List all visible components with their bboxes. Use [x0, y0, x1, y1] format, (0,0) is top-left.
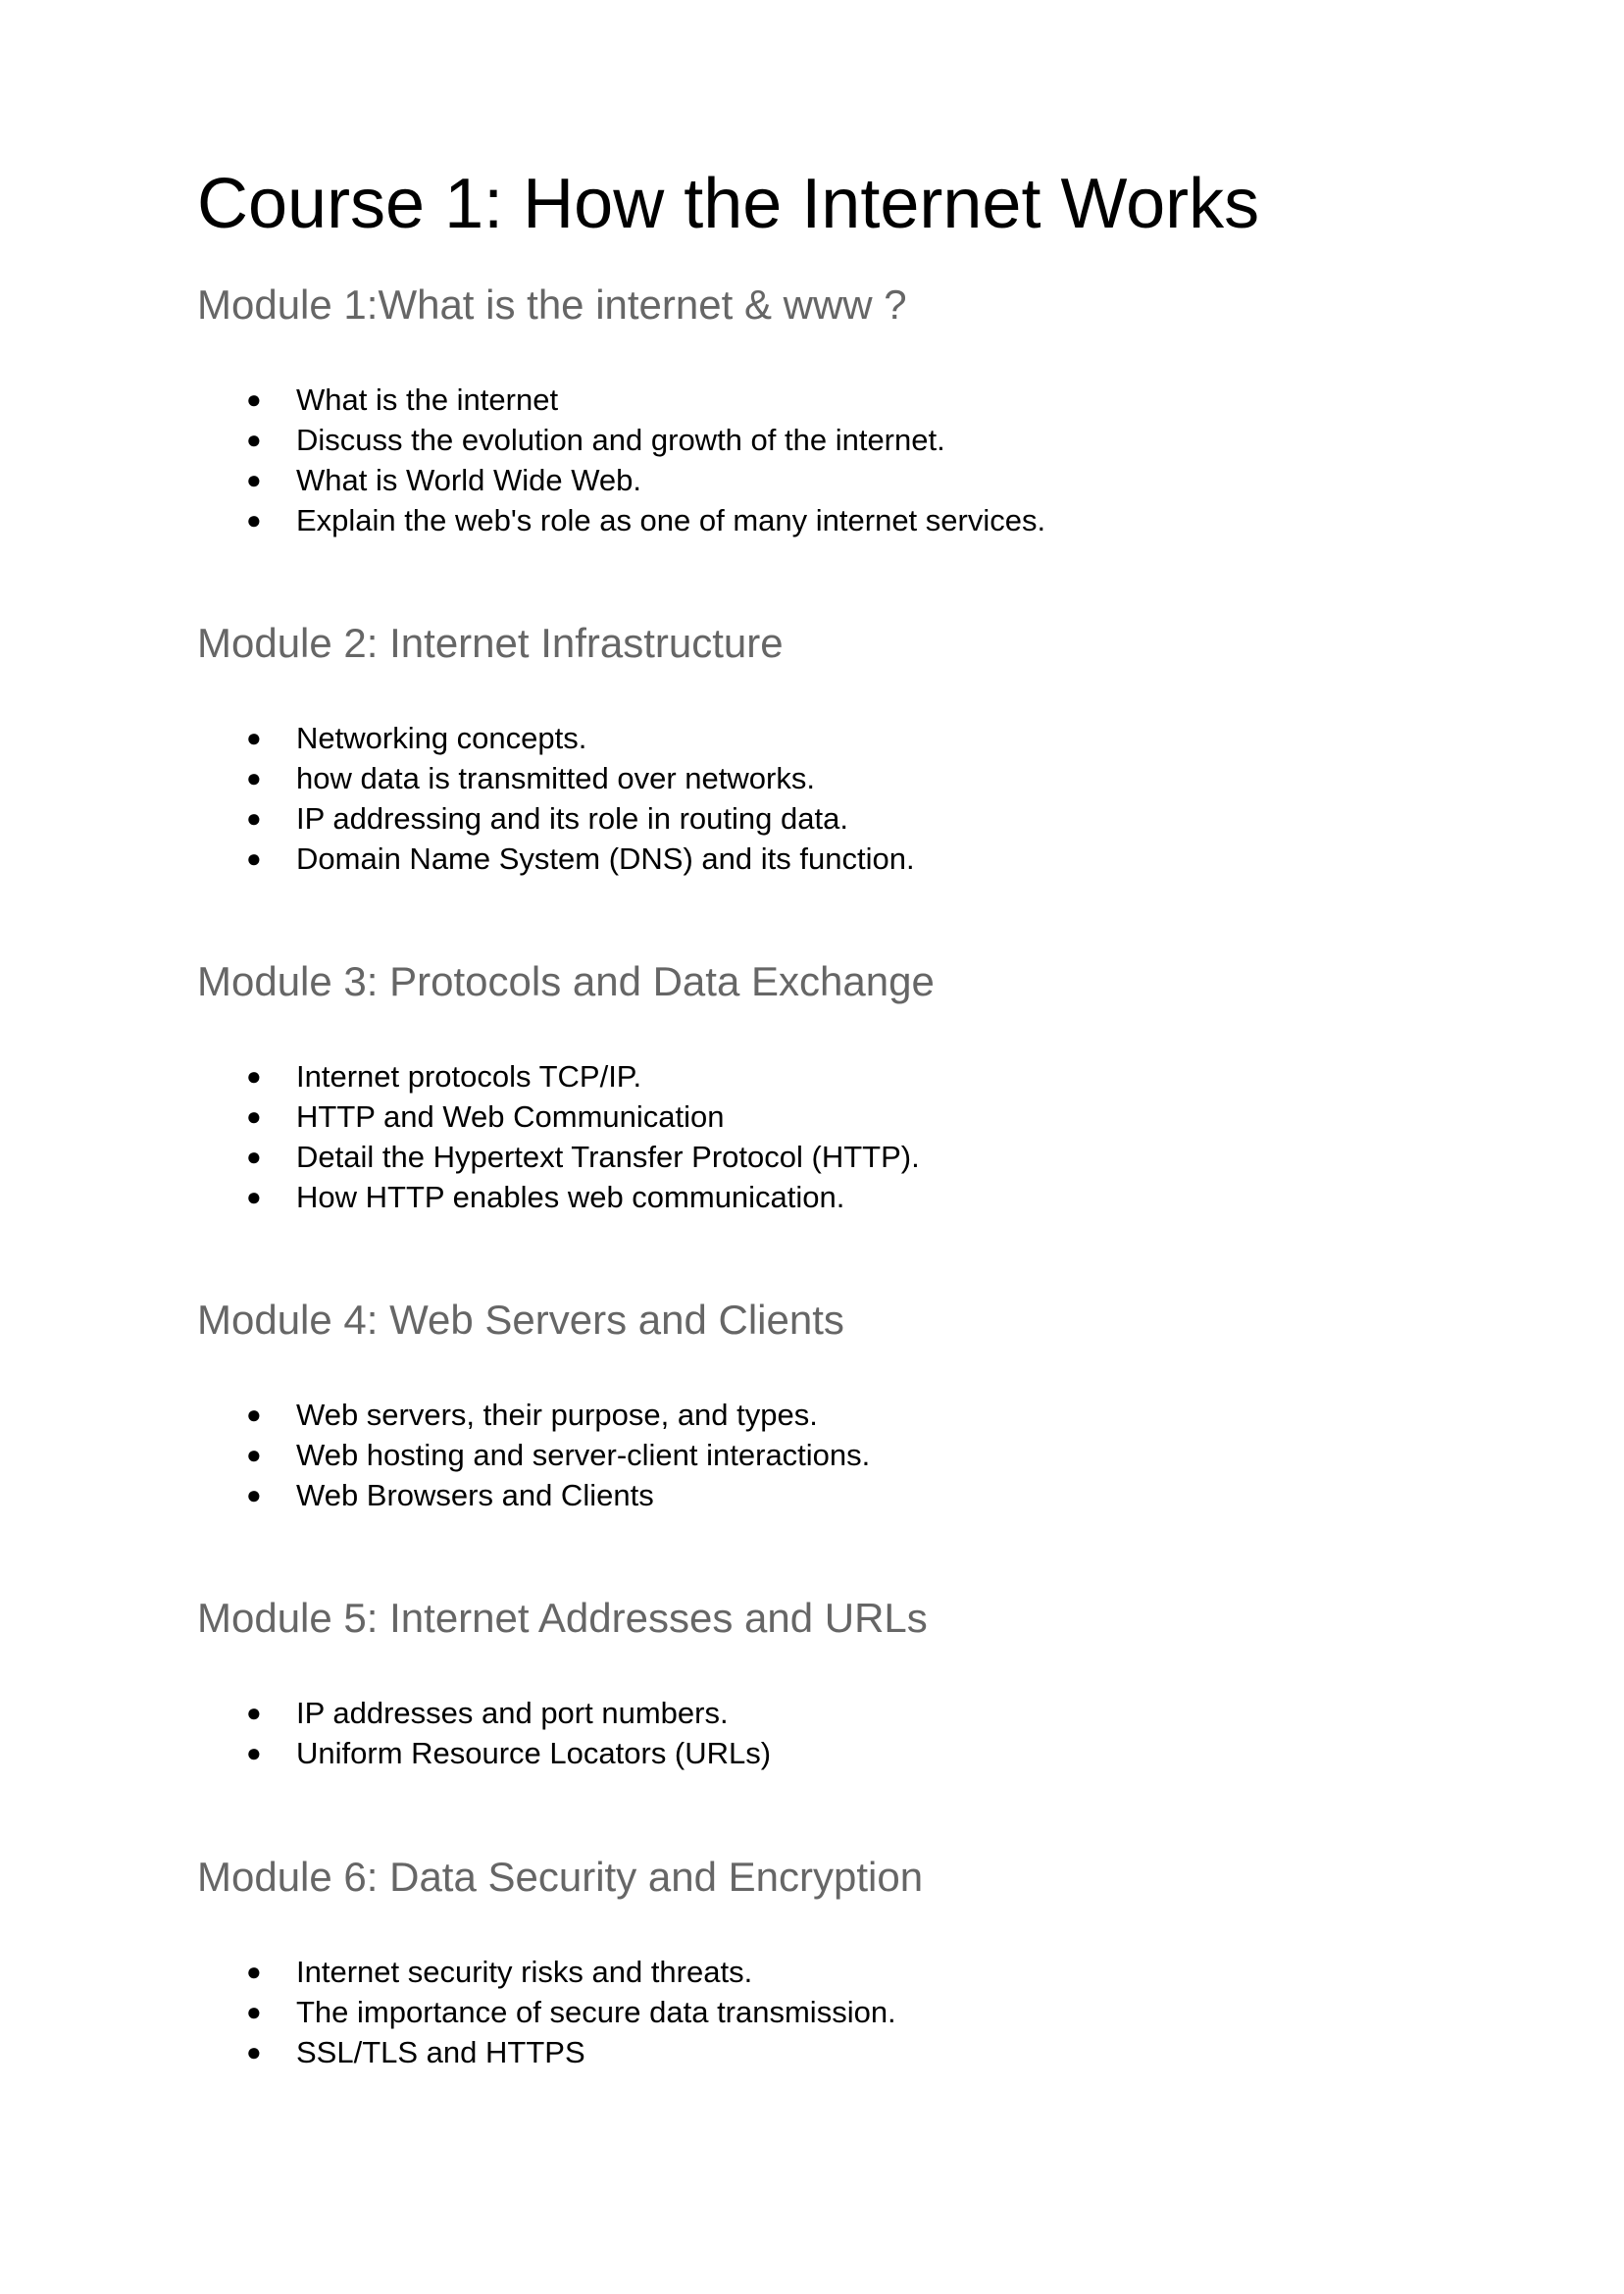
module-5-section	[197, 1595, 1423, 1773]
module-2-section	[197, 620, 1423, 879]
bullet-icon: ●	[246, 384, 262, 415]
bullet-icon: ●	[246, 763, 262, 793]
bullet-icon: ●	[246, 803, 262, 834]
list-item-text: how data is transmitted over networks.	[296, 761, 815, 796]
list-item	[197, 420, 1423, 460]
list-item	[197, 460, 1423, 500]
list-item	[197, 758, 1423, 798]
module-3-list	[197, 1056, 1423, 1217]
list-item	[197, 1693, 1423, 1733]
list-item-text: Internet security risks and threats.	[296, 1955, 753, 1990]
list-item	[197, 1177, 1423, 1217]
bullet-icon: ●	[246, 1400, 262, 1430]
module-1-section	[197, 281, 1423, 540]
bullet-icon: ●	[246, 425, 262, 455]
module-1-list	[197, 380, 1423, 540]
list-item	[197, 1733, 1423, 1773]
bullet-icon: ●	[246, 1698, 262, 1728]
module-3-section	[197, 958, 1423, 1217]
bullet-icon: ●	[246, 843, 262, 874]
module-2-list	[197, 718, 1423, 879]
module-4-section	[197, 1297, 1423, 1515]
document-title: Course 1: How the Internet Works	[197, 165, 1260, 243]
list-item	[197, 380, 1423, 420]
list-item	[197, 839, 1423, 879]
list-item-text: Web Browsers and Clients	[296, 1478, 654, 1513]
module-5-list	[197, 1693, 1423, 1773]
list-item-text: Internet protocols TCP/IP.	[296, 1059, 642, 1095]
list-item-text: Discuss the evolution and growth of the internet.	[296, 423, 945, 458]
bullet-icon: ●	[246, 723, 262, 753]
list-item	[197, 2032, 1423, 2072]
bullet-icon: ●	[246, 1142, 262, 1172]
bullet-icon: ●	[246, 1738, 262, 1768]
list-item	[197, 500, 1423, 540]
bullet-icon: ●	[246, 1182, 262, 1212]
bullet-icon: ●	[246, 1997, 262, 2027]
list-item	[197, 1137, 1423, 1177]
list-item-text: The importance of secure data transmission.	[296, 1995, 896, 2030]
bullet-icon: ●	[246, 1101, 262, 1132]
list-item	[197, 1992, 1423, 2032]
bullet-icon: ●	[246, 1440, 262, 1470]
document-content	[197, 165, 1423, 2070]
list-item-text: Web hosting and server-client interactions.	[296, 1438, 871, 1473]
module-4-heading: Module 4: Web Servers and Clients	[197, 1297, 844, 1343]
list-item-text: HTTP and Web Communication	[296, 1099, 725, 1135]
list-item-text: SSL/TLS and HTTPS	[296, 2035, 585, 2070]
list-item	[197, 1096, 1423, 1137]
list-item-text: Domain Name System (DNS) and its function.	[296, 841, 915, 877]
list-item	[197, 1475, 1423, 1515]
bullet-icon: ●	[246, 465, 262, 495]
list-item	[197, 718, 1423, 758]
bullet-icon: ●	[246, 2037, 262, 2067]
module-6-section	[197, 1854, 1423, 2072]
module-6-heading: Module 6: Data Security and Encryption	[197, 1854, 924, 1900]
list-item-text: How HTTP enables web communication.	[296, 1180, 845, 1215]
list-item-text: Networking concepts.	[296, 721, 587, 756]
module-2-heading: Module 2: Internet Infrastructure	[197, 620, 784, 666]
module-1-heading: Module 1:What is the internet & www ?	[197, 281, 907, 328]
list-item-text: Uniform Resource Locators (URLs)	[296, 1736, 772, 1771]
list-item-text: Detail the Hypertext Transfer Protocol (HTTP).	[296, 1140, 920, 1175]
list-item	[197, 1952, 1423, 1992]
module-5-heading: Module 5: Internet Addresses and URLs	[197, 1595, 928, 1641]
bullet-icon: ●	[246, 1957, 262, 1987]
list-item-text: What is the internet	[296, 382, 559, 418]
list-item-text: Explain the web's role as one of many internet services.	[296, 503, 1046, 538]
module-6-list	[197, 1952, 1423, 2072]
list-item	[197, 1435, 1423, 1475]
list-item	[197, 1395, 1423, 1435]
bullet-icon: ●	[246, 1480, 262, 1510]
bullet-icon: ●	[246, 505, 262, 535]
module-3-heading: Module 3: Protocols and Data Exchange	[197, 958, 935, 1004]
list-item-text: What is World Wide Web.	[296, 463, 642, 498]
list-item-text: Web servers, their purpose, and types.	[296, 1398, 818, 1433]
bullet-icon: ●	[246, 1061, 262, 1092]
list-item-text: IP addresses and port numbers.	[296, 1696, 729, 1731]
list-item	[197, 798, 1423, 839]
module-4-list	[197, 1395, 1423, 1515]
list-item	[197, 1056, 1423, 1096]
list-item-text: IP addressing and its role in routing data.	[296, 801, 848, 837]
